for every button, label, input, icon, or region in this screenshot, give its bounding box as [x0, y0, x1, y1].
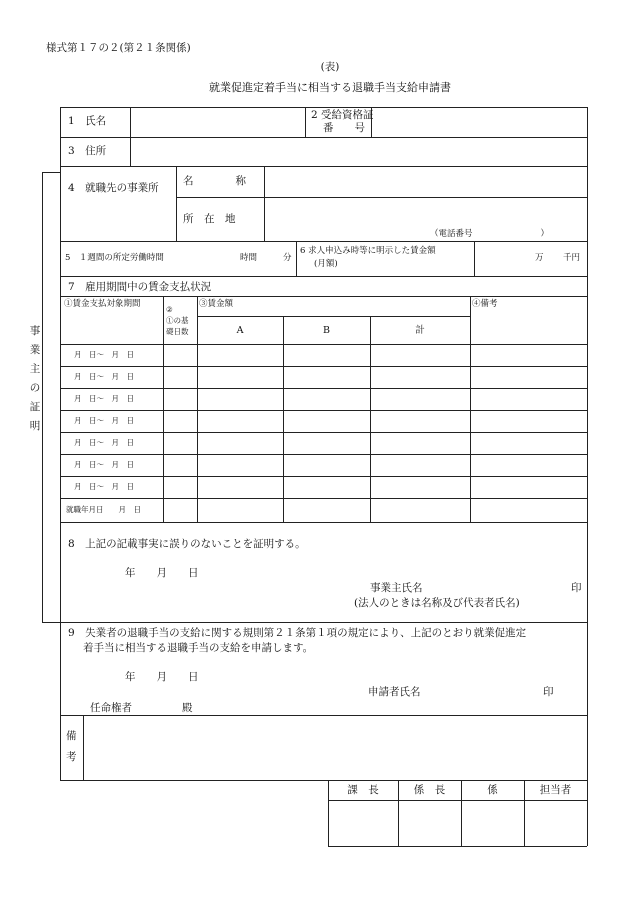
col-days-header-1: ②: [166, 305, 173, 314]
name-field[interactable]: [132, 109, 302, 135]
weekly-hours-label: 5 １週間の所定労働時間: [65, 253, 164, 263]
corporate-note: (法人のときは名称及び代表者氏名): [354, 597, 520, 609]
period-row-3: 月 日～ 月 日: [74, 394, 134, 403]
remarks-label-1: 備: [66, 730, 77, 742]
period-row-5: 月 日～ 月 日: [74, 438, 134, 447]
col-b-header: B: [323, 325, 330, 336]
col-total-header: 計: [415, 325, 425, 336]
col-days-header-2: ①の基: [166, 316, 189, 325]
employer-label: 4 就職先の事業所: [68, 182, 159, 194]
name-label: 1 氏名: [68, 115, 107, 127]
approval-person-in-charge: 担当者: [539, 784, 572, 796]
application-statement-1: 9 失業者の退職手当の支給に関する規則第２１条第１項の規定により、上記のとおり就業促進定: [68, 627, 527, 639]
period-row-8: 就職年月日 月 日: [66, 505, 141, 514]
employer-certification-label: 事 業 主 の 証 明: [28, 322, 42, 436]
form-number: 様式第１７の２(第２１条関係): [46, 42, 191, 54]
certificate-number-field[interactable]: [373, 109, 585, 135]
side-label: (表): [320, 61, 340, 73]
application-date: 年 月 日: [125, 671, 199, 683]
period-row-6: 月 日～ 月 日: [74, 460, 134, 469]
hours-unit: 時間: [240, 253, 258, 263]
certification-date: 年 月 日: [125, 567, 199, 579]
period-row-4: 月 日～ 月 日: [74, 416, 134, 425]
company-address-label: 所 在 地: [183, 213, 236, 225]
employer-name-label: 事業主氏名: [370, 582, 423, 594]
address-label: 3 住所: [68, 145, 107, 157]
sen-yen-unit: 千円: [563, 253, 581, 263]
applicant-name-label: 申請者氏名: [368, 686, 421, 698]
remarks-field[interactable]: [85, 717, 585, 778]
page-title: 就業促進定着手当に相当する退職手当支給申請書: [209, 81, 451, 94]
applicant-seal: 印: [543, 686, 554, 698]
approval-section-chief: 課 長: [347, 784, 379, 796]
man-unit: 万: [535, 253, 544, 263]
minutes-unit: 分: [283, 253, 292, 263]
certificate-number-label-1: 2 受給資格証: [311, 109, 374, 121]
company-address-field[interactable]: [266, 199, 585, 224]
period-row-7: 月 日～ 月 日: [74, 482, 134, 491]
wage-status-label: 7 雇用期間中の賃金支払状況: [68, 281, 212, 293]
application-statement-2: 着手当に相当する退職手当の支給を申請します。: [83, 642, 314, 654]
certificate-number-label-2: 番 号: [323, 122, 365, 134]
approval-clerk: 係: [487, 784, 498, 796]
remarks-label-2: 考: [66, 751, 77, 763]
address-field[interactable]: [132, 139, 585, 164]
col-days-header-3: 礎日数: [166, 327, 189, 336]
period-row-1: 月 日～ 月 日: [74, 350, 134, 359]
approval-chief: 係 長: [413, 784, 446, 796]
phone-label: （電話番号 ）: [430, 229, 550, 239]
col-wage-header: ③賃金額: [199, 299, 234, 309]
wage-shown-label-1: 6 求人申込み時等に明示した賃金額: [300, 246, 436, 256]
wage-shown-label-2: (月額): [314, 259, 338, 269]
appointing-authority-label: 任命権者: [90, 702, 132, 714]
employer-seal: 印: [571, 582, 582, 594]
col-remarks-header: ④備考: [472, 299, 498, 309]
col-a-header: A: [236, 325, 244, 336]
company-name-label: 名 称: [183, 175, 246, 187]
honorific: 殿: [182, 702, 193, 714]
certification-statement: 8 上記の記載事実に誤りのないことを証明する。: [68, 538, 306, 550]
company-name-field[interactable]: [266, 168, 585, 195]
col-period-header: ①賃金支払対象期間: [64, 299, 141, 309]
period-row-2: 月 日～ 月 日: [74, 372, 134, 381]
